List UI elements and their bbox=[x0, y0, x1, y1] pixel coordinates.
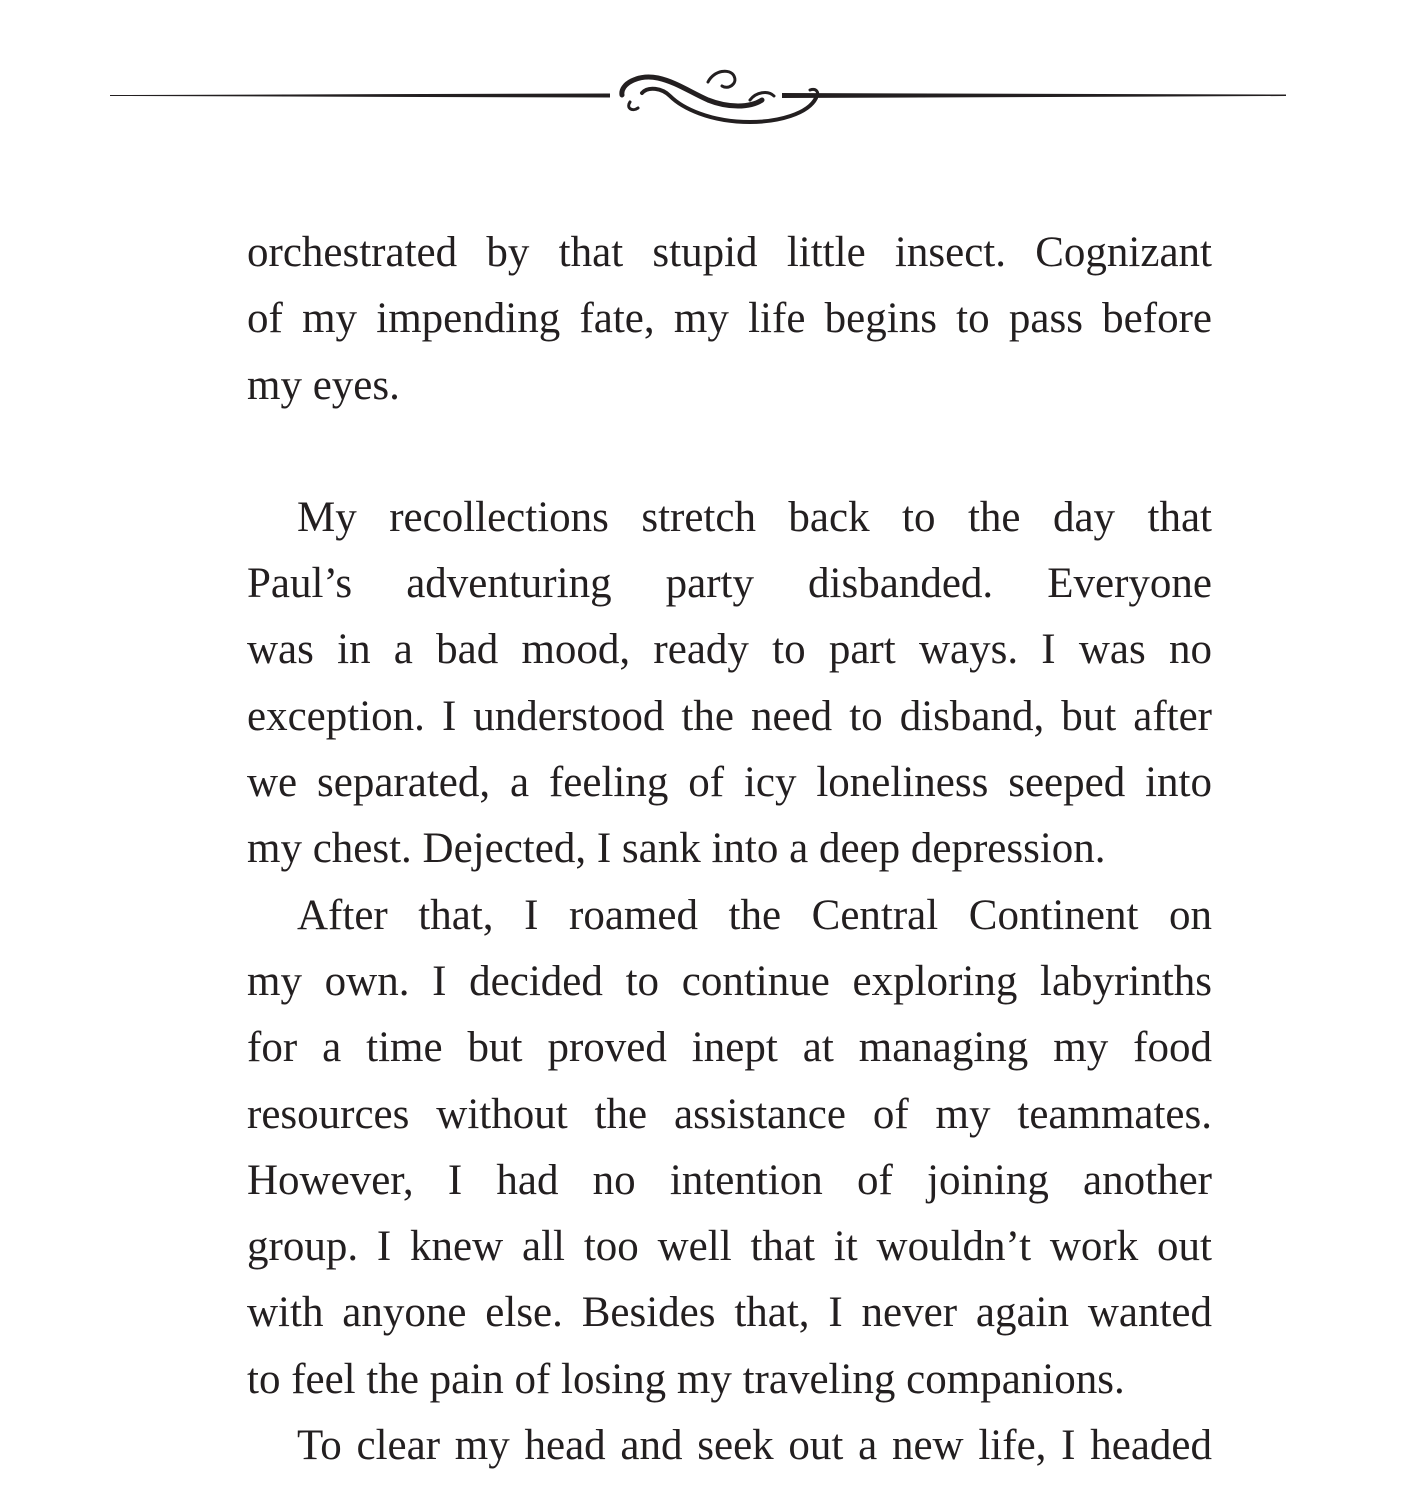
text-line: was in a bad mood, ready to part ways. I was no bbox=[247, 626, 1212, 674]
text-line: group. I knew all too well that it wouldn’t work out bbox=[247, 1223, 1212, 1271]
text-line: to feel the pain of losing my traveling companions. bbox=[247, 1355, 1125, 1403]
ornament-divider bbox=[110, 62, 1286, 134]
body-text bbox=[247, 220, 1212, 1479]
text-line: we separated, a feeling of icy loneliness seeped into bbox=[247, 759, 1212, 807]
text-line: with anyone else. Besides that, I never again wanted bbox=[247, 1289, 1212, 1337]
text-line: My recollections stretch back to the day that bbox=[297, 493, 1212, 541]
text-line: resources without the assistance of my teammates. bbox=[247, 1090, 1212, 1138]
text-line: After that, I roamed the Central Continent on bbox=[297, 891, 1212, 939]
text-line: for a time but proved inept at managing my food bbox=[247, 1024, 1212, 1072]
text-line: exception. I understood the need to disband, but after bbox=[247, 692, 1212, 740]
text-line: To clear my head and seek out a new life, I headed bbox=[297, 1422, 1212, 1470]
text-line: However, I had no intention of joining another bbox=[247, 1156, 1212, 1204]
text-line: orchestrated by that stupid little insect. Cognizant bbox=[247, 229, 1212, 276]
text-line: my own. I decided to continue exploring labyrinths bbox=[247, 957, 1212, 1005]
text-line: of my impending fate, my life begins to pass before bbox=[247, 295, 1212, 343]
paragraph-gap bbox=[247, 419, 1212, 485]
text-line: Paul’s adventuring party disbanded. Everyone bbox=[247, 560, 1212, 608]
text-line: my eyes. bbox=[247, 361, 400, 409]
text-line: my chest. Dejected, I sank into a deep depression. bbox=[247, 825, 1106, 873]
